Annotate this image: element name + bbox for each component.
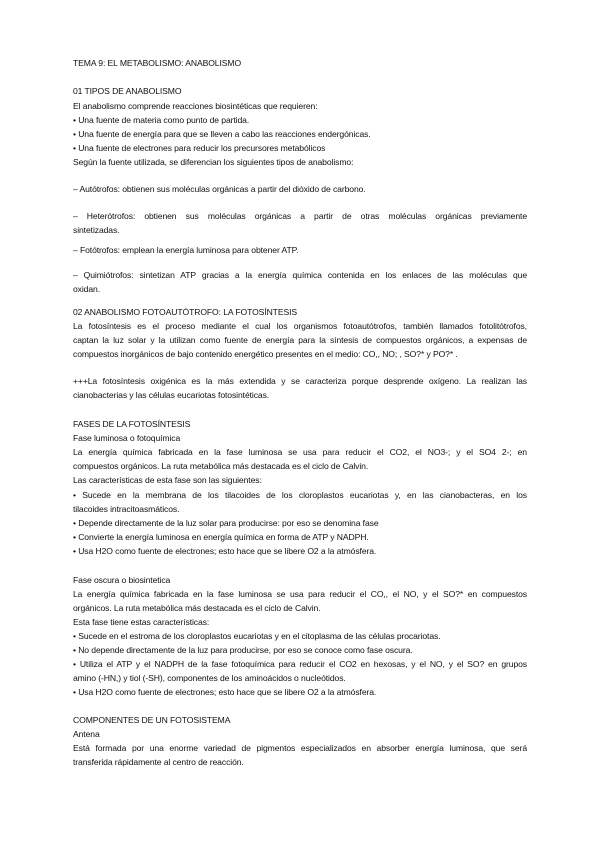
subsection-heading: Fase oscura o biosintetica: [73, 575, 171, 585]
paragraph-line: transferida rápidamente al centro de reacción.: [73, 757, 244, 767]
bullet-item: • Una fuente de electrones para reducir los precursores metabólicos: [73, 143, 326, 153]
section-heading: COMPONENTES DE UN FOTOSISTEMA: [73, 715, 231, 725]
bullet-item: • Sucede en la membrana de los tilacoides de los cloroplastos eucariotas y, en las cianobacteras, en los: [73, 490, 527, 500]
paragraph-line: Las características de esta fase son las siguientes:: [73, 475, 262, 485]
document-title: TEMA 9: EL METABOLISMO: ANABOLISMO: [73, 58, 242, 68]
bullet-item: • Convierte la energía luminosa en energía química en forma de ATP y NADPH.: [73, 532, 369, 542]
bullet-item-cont: amino (-HN,) y tiol (-SH), componentes de los aminoácidos o nucleótidos.: [73, 673, 346, 683]
bullet-item: • Una fuente de materia como punto de partida.: [73, 115, 250, 125]
section-heading: 01 TIPOS DE ANABOLISMO: [73, 86, 182, 96]
bullet-item: • Usa H2O como fuente de electrones; esto hace que se libere O2 a la atmósfera.: [73, 687, 377, 697]
paragraph-line: +++La fotosíntesis oxigénica es la más extendida y se caracteriza porque desprende oxígeno. La realizan las: [73, 376, 527, 386]
list-item: – Heterótrofos: obtienen sus moléculas orgánicas a partir de otras moléculas orgánicas previamente: [73, 211, 527, 221]
list-item: – Fotótrofos: emplean la energía luminosa para obtener ATP.: [73, 245, 299, 255]
section-heading: 02 ANABOLISMO FOTOAUTÓTROFO: LA FOTOSÍNTESIS: [73, 307, 298, 317]
bullet-item-cont: tilacoides intracitoasmáticos.: [73, 504, 180, 514]
paragraph-line: Según la fuente utilizada, se diferencian los siguientes tipos de anabolismo:: [73, 157, 354, 167]
list-item: – Autótrofos: obtienen sus moléculas orgánicas a partir del dióxido de carbono.: [73, 184, 366, 194]
paragraph-line: Esta fase tiene estas características:: [73, 617, 210, 627]
subsection-heading: Fase luminosa o fotoquímica: [73, 433, 181, 443]
bullet-item: • Una fuente de energía para que se lleven a cabo las reacciones endergónicas.: [73, 129, 371, 139]
paragraph-line: compuestos inorgánicos de bajo contenido energético presentes en el medio: CO,, NO; , SO?* y PO?* .: [73, 349, 458, 359]
paragraph-line: La fotosíntesis es el proceso mediante el cual los organismos fotoautótrofos, también llamados fotolitótrofos,: [73, 321, 527, 331]
bullet-item: • Sucede en el estroma de los cloroplastos eucariotas y en el citoplasma de las células procariotas.: [73, 631, 441, 641]
paragraph-line: La energía química fabricada en la fase luminosa se usa para reducir el CO,, el NO, y el SO?* en compuestos: [73, 589, 527, 599]
bullet-item: • Depende directamente de la luz solar para producirse: por eso se denomina fase: [73, 518, 379, 528]
list-item-cont: oxidan.: [73, 284, 101, 294]
paragraph-line: compuestos orgánicos. La ruta metabólica más destacada es el ciclo de Calvin.: [73, 461, 369, 471]
paragraph-line: El anabolismo comprende reacciones biosintéticas que requieren:: [73, 101, 318, 111]
bullet-item: • Usa H2O como fuente de electrones; esto hace que se libere O2 a la atmósfera.: [73, 546, 377, 556]
list-item-cont: sintetizadas.: [73, 225, 120, 235]
bullet-item: • Utiliza el ATP y el NADPH de la fase fotoquímica para reducir el CO2 en hexosas, y el NO, y el SO? en grupos: [73, 659, 527, 669]
paragraph-line: orgánicos. La ruta metabólica más destacada es el ciclo de Calvin.: [73, 603, 321, 613]
paragraph-line: cianobacterias y las células eucariotas fotosintéticas.: [73, 390, 270, 400]
bullet-item: • No depende directamente de la luz para producirse, por eso se conoce como fase oscura.: [73, 645, 413, 655]
subsection-heading: Antena: [73, 729, 100, 739]
list-item: – Quimiótrofos: sintetizan ATP gracias a la energía química contenida en los enlaces de las moléculas que: [73, 270, 527, 280]
paragraph-line: Está formada por una enorme variedad de pigmentos especializados en absorber energía luminosa, que será: [73, 743, 527, 753]
section-heading: FASES DE LA FOTOSÍNTESIS: [73, 419, 191, 429]
paragraph-line: La energía química fabricada en la fase luminosa se usa para reducir el CO2, el NO3-; y el SO4 2-; en: [73, 447, 527, 457]
paragraph-line: captan la luz solar y la utilizan como fuente de energía para la síntesis de compuestos orgánicos, a expensas de: [73, 335, 527, 345]
